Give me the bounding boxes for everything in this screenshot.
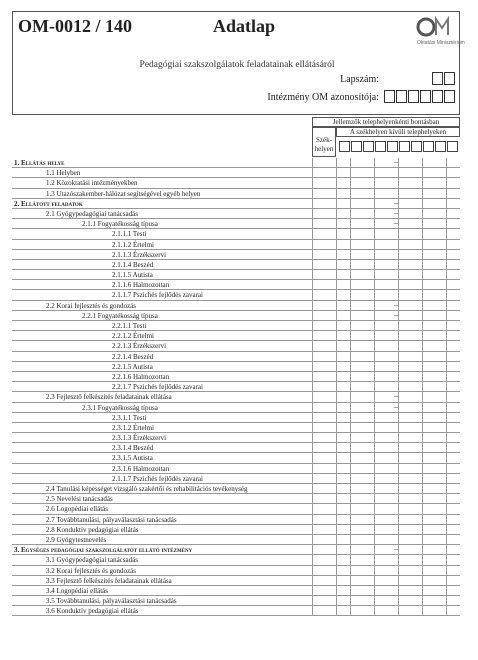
form-subtitle: Pedagógiai szakszolgálatok feladatainak ellátásáról	[139, 60, 335, 70]
row-label: 1.2 Közoktatási intézményekben	[46, 179, 138, 188]
row-label: 2.2.1.3 Érzékszervi	[112, 342, 167, 351]
table-row[interactable]	[12, 352, 460, 362]
table-row[interactable]	[12, 443, 460, 453]
digit-box[interactable]	[444, 72, 455, 85]
table-row[interactable]	[12, 229, 460, 239]
row-label: 2.1.1 Fogyatékosság típusa	[82, 220, 158, 229]
row-label: 3.6 Konduktív pedagógiai ellátás	[46, 607, 139, 616]
row-label: 2.8 Konduktív pedagógiai ellátás	[46, 525, 139, 534]
section-row[interactable]	[12, 545, 460, 555]
table-row[interactable]	[12, 464, 460, 474]
table-row[interactable]	[12, 341, 460, 351]
table-row[interactable]	[12, 596, 460, 606]
row-label: 3.3 Fejlesztő felkészítés feladatainak ellátása	[46, 576, 172, 585]
table-row[interactable]	[12, 240, 460, 250]
site-code-box[interactable]	[375, 141, 386, 152]
digit-box[interactable]	[432, 90, 443, 103]
row-label: 2.2.1.5 Autista	[112, 362, 153, 371]
row-label: 2.1.1.6 Halmozottan	[112, 281, 170, 290]
om-id-label: Intézmény OM azonosítója:	[267, 92, 379, 103]
table-row[interactable]	[12, 250, 460, 260]
row-label: 2.2.1.6 Halmozottan	[112, 372, 170, 381]
table-row[interactable]	[12, 301, 460, 311]
row-dash-marker: –	[394, 401, 398, 411]
digit-box[interactable]	[396, 90, 407, 103]
table-row[interactable]	[12, 392, 460, 402]
table-row[interactable]	[12, 260, 460, 270]
row-label: 3.2 Korai fejlesztés és gondozás	[46, 566, 136, 575]
om-id-boxes[interactable]	[383, 90, 455, 103]
row-label: 2.1.1.1 Testi	[112, 230, 147, 239]
table-row[interactable]	[12, 270, 460, 280]
table-row[interactable]	[12, 321, 460, 331]
row-label: 2.2.1.1 Testi	[112, 322, 147, 330]
form-header	[12, 11, 465, 115]
table-row[interactable]	[12, 403, 460, 413]
table-row[interactable]	[12, 209, 460, 219]
section-row[interactable]	[12, 158, 460, 168]
row-label: 2.2.1.2 Értelmi	[112, 332, 154, 341]
table-row[interactable]	[12, 178, 460, 188]
table-row[interactable]	[12, 331, 460, 341]
table-row[interactable]	[12, 189, 460, 199]
table-row[interactable]	[12, 362, 460, 372]
table-row[interactable]	[12, 606, 460, 616]
table-row[interactable]	[12, 494, 460, 504]
table-row[interactable]	[12, 566, 460, 576]
form-table	[12, 158, 460, 616]
table-row[interactable]	[12, 382, 460, 392]
table-row[interactable]	[12, 535, 460, 545]
table-row[interactable]	[12, 525, 460, 535]
row-dash-marker: –	[394, 309, 398, 319]
table-row[interactable]	[12, 576, 460, 586]
row-label: 2.1.1.4 Beszéd	[112, 260, 154, 269]
table-row[interactable]	[12, 433, 460, 443]
table-row[interactable]	[12, 515, 460, 525]
row-label: 3.4 Logopédiai ellátás	[46, 586, 109, 595]
row-label: 3.5 Továbbtanulási, pályaválasztási tanácsadás	[46, 597, 177, 606]
row-label: 1. Ellátás helye	[14, 159, 65, 167]
table-row[interactable]	[12, 586, 460, 596]
outside-header: A székhelyen kívüli telephelyeken	[336, 127, 460, 137]
column-headers	[12, 117, 460, 157]
row-label: 2.3 Fejlesztő felkészítés feladatainak ellátása	[46, 393, 172, 402]
row-label: 2.7 Továbbtanulási, pályaválasztási tanácsadás	[46, 515, 177, 524]
site-code-box[interactable]	[411, 141, 422, 152]
row-label: 2.3.1.2 Értelmi	[112, 423, 154, 432]
table-row[interactable]	[12, 504, 460, 514]
row-dash-marker: –	[394, 391, 398, 401]
table-row[interactable]	[12, 453, 460, 463]
om-logo	[416, 16, 465, 50]
row-label: 2.3.1.4 Beszéd	[112, 444, 154, 453]
table-row[interactable]	[12, 474, 460, 484]
page-number-boxes[interactable]	[431, 72, 455, 85]
row-label: 2.2.1.7 Pszichés fejlődés zavarai	[112, 383, 203, 392]
row-label: 2.3.1.6 Halmozottan	[112, 464, 170, 473]
table-row[interactable]	[12, 280, 460, 290]
row-label: 2.2.1 Fogyatékosság típusa	[82, 311, 158, 320]
table-row[interactable]	[12, 290, 460, 300]
row-label: 2.2 Korai fejlesztés és gondozás	[46, 301, 136, 310]
row-dash-marker: –	[394, 197, 398, 207]
site-code-box[interactable]	[435, 141, 446, 152]
row-label: 3.1 Gyógypedagógiai tanácsadás	[46, 556, 138, 565]
site-code-box[interactable]	[387, 141, 398, 152]
digit-box[interactable]	[420, 90, 431, 103]
row-label: 2.1.1.5 Autista	[112, 271, 153, 280]
row-dash-marker: –	[394, 157, 398, 166]
row-dash-marker: –	[394, 207, 398, 217]
site-code-box[interactable]	[339, 141, 350, 152]
table-row[interactable]	[12, 219, 460, 229]
row-label: 2.1.1.7 Pszichés fejlődés zavarai	[112, 474, 203, 483]
row-label: 2.4 Tanulási képességet vizsgáló szakértői és rehabilitációs tevékenység	[46, 485, 248, 493]
table-row[interactable]	[12, 423, 460, 433]
characteristic-header: Jellemzők telephelyenkénti bontásban	[312, 117, 460, 127]
table-row[interactable]	[12, 168, 460, 178]
table-row[interactable]	[12, 372, 460, 382]
digit-box[interactable]	[408, 90, 419, 103]
row-label: 2.1.1.2 Értelmi	[112, 240, 154, 249]
page-number-label: Lapszám:	[340, 74, 379, 85]
row-label: 2.2.1.4 Beszéd	[112, 352, 154, 361]
table-row[interactable]	[12, 555, 460, 565]
row-label: 2. Ellátott feladatok	[14, 199, 83, 208]
digit-box[interactable]	[384, 90, 395, 103]
site-code-box[interactable]	[447, 141, 458, 152]
row-label: 2.1 Gyógypedagógiai tanácsadás	[46, 209, 138, 218]
row-label: 2.3.1 Fogyatékosság típusa	[82, 403, 158, 412]
row-label: 2.3.1.3 Érzékszervi	[112, 434, 167, 443]
seat-header: Szék-helyen	[312, 127, 336, 157]
site-code-box[interactable]	[399, 141, 410, 152]
row-dash-marker: –	[394, 299, 398, 309]
row-label: 2.9 Gyógytestnevelés	[46, 535, 107, 544]
site-code-box[interactable]	[351, 141, 362, 152]
logo-caption: Oktatási Minisztérium	[417, 40, 465, 46]
row-label: 2.5 Nevelési tanácsadás	[46, 495, 113, 504]
row-label: 2.3.1.5 Autista	[112, 454, 153, 463]
row-dash-marker: –	[394, 218, 398, 228]
row-label: 1.3 Utazószakember-hálózat segítségével egyéb helyen	[46, 189, 201, 198]
section-row[interactable]	[12, 199, 460, 209]
row-dash-marker: –	[394, 544, 398, 554]
row-label: 2.1.1.3 Érzékszervi	[112, 250, 167, 259]
row-label: 2.1.1.7 Pszichés fejlődés zavarai	[112, 291, 203, 300]
table-row[interactable]	[12, 484, 460, 494]
site-code-box[interactable]	[423, 141, 434, 152]
row-label: 1.1 Helyben	[46, 169, 81, 178]
digit-box[interactable]	[432, 72, 443, 85]
digit-box[interactable]	[444, 90, 455, 103]
page-title: Adatlap	[213, 16, 276, 36]
row-label: 2.6 Logopédiai ellátás	[46, 505, 109, 514]
table-row[interactable]	[12, 413, 460, 423]
row-label: 2.3.1.1 Testi	[112, 413, 147, 422]
form-id: OM-0012 / 140	[18, 16, 132, 36]
site-code-box[interactable]	[363, 141, 374, 152]
table-row[interactable]	[12, 311, 460, 321]
row-label: 3. Egységes pedagógiai szakszolgálatot ellátó intézmény	[14, 546, 193, 555]
